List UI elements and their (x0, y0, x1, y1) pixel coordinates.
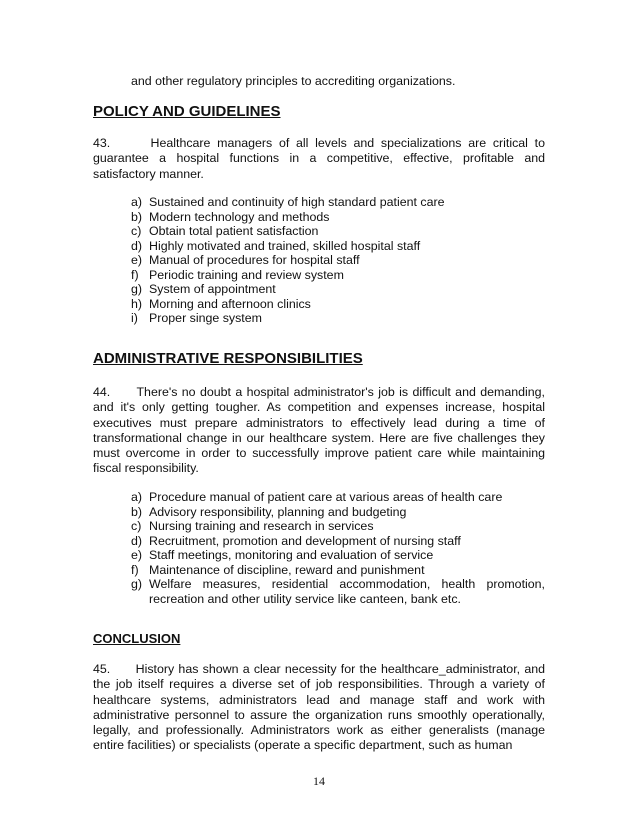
list-item-text: Highly motivated and trained, skilled hospital staff (149, 238, 421, 253)
list-marker: c) (131, 519, 142, 533)
paragraph-43: 43. Healthcare managers of all levels and specializations are critical to guarantee a hospital functions in a competitive, effective, profitable and satisfactory manner. (93, 136, 545, 181)
paragraph-44: 44. There's no doubt a hospital administrator's job is difficult and demanding, and it's only getting tougher. As competition and expenses increase, hospital executives must prepare administrators to effectively lead during a time of transformational change in our healthcare system. Here are five challenges they must overcome in order to successfully improve patient care while maintaining fiscal responsibility. (93, 385, 545, 476)
list-marker: i) (131, 311, 138, 325)
list-marker: b) (131, 504, 143, 519)
list-marker: f) (131, 562, 139, 577)
list-item (131, 282, 545, 297)
list-item-text: Staff meetings, monitoring and evaluation of service (149, 548, 434, 562)
list-item-text: Recruitment, promotion and development of nursing staff (149, 533, 461, 548)
list-marker: e) (131, 548, 143, 562)
list-item (131, 548, 545, 563)
list-item-text: Modern technology and methods (149, 209, 330, 224)
list-item-text: Periodic training and review system (149, 267, 344, 282)
list-item (131, 519, 545, 534)
list-marker: a) (131, 195, 143, 209)
top-continuation-line: and other regulatory principles to accrediting organizations. (131, 74, 456, 88)
paragraph-45: 45. History has shown a clear necessity for the healthcare_administrator, and the job itself requires a diverse set of job responsibilities. Through a variety of healthcare systems, administrators lead and manage staff and work with administrative personnel to assure the organization runs smoothly operationally, legally, and professionally. Administrators work as either generalists (manage entire facilities) or specialists (operate a specific department, such as human (93, 662, 545, 753)
list-item (131, 224, 545, 239)
list-item (131, 268, 545, 283)
list-item (131, 577, 545, 606)
list-item-text: System of appointment (149, 282, 276, 296)
list-item (131, 534, 545, 549)
list-item (131, 505, 545, 520)
list-marker: d) (131, 533, 143, 548)
list-item (131, 311, 545, 326)
heading-policy-and-guidelines: POLICY AND GUIDELINES (93, 103, 281, 120)
heading-administrative-responsibilities: ADMINISTRATIVE RESPONSIBILITIES (93, 350, 363, 367)
list-marker: c) (131, 224, 142, 238)
list-marker: b) (131, 209, 143, 224)
list-marker: g) (131, 282, 143, 296)
responsibilities-list (131, 490, 545, 606)
list-marker: g) (131, 577, 143, 591)
list-item-text: Maintenance of discipline, reward and punishment (149, 562, 425, 577)
list-item (131, 239, 545, 254)
list-item (131, 195, 545, 210)
heading-conclusion: CONCLUSION (93, 631, 181, 646)
list-item-text: Welfare measures, residential accommodation, health promotion, recreation and other utility service like canteen, bank etc. (149, 577, 545, 606)
policy-list (131, 195, 545, 326)
list-marker: f) (131, 267, 139, 282)
list-item-text: Manual of procedures for hospital staff (149, 253, 360, 267)
list-item (131, 253, 545, 268)
list-marker: e) (131, 253, 143, 267)
list-item (131, 490, 545, 505)
list-marker: a) (131, 490, 143, 504)
list-item-text: Obtain total patient satisfaction (149, 224, 319, 238)
list-item-text: Sustained and continuity of high standard patient care (149, 195, 445, 209)
list-item (131, 297, 545, 312)
list-item-text: Morning and afternoon clinics (149, 296, 311, 311)
page-number: 14 (313, 774, 325, 788)
list-marker: d) (131, 238, 143, 253)
list-item (131, 210, 545, 225)
list-item-text: Procedure manual of patient care at various areas of health care (149, 490, 503, 504)
list-marker: h) (131, 296, 143, 311)
list-item-text: Advisory responsibility, planning and budgeting (149, 504, 407, 519)
list-item (131, 563, 545, 578)
list-item-text: Proper singe system (149, 311, 262, 325)
list-item-text: Nursing training and research in services (149, 519, 374, 533)
